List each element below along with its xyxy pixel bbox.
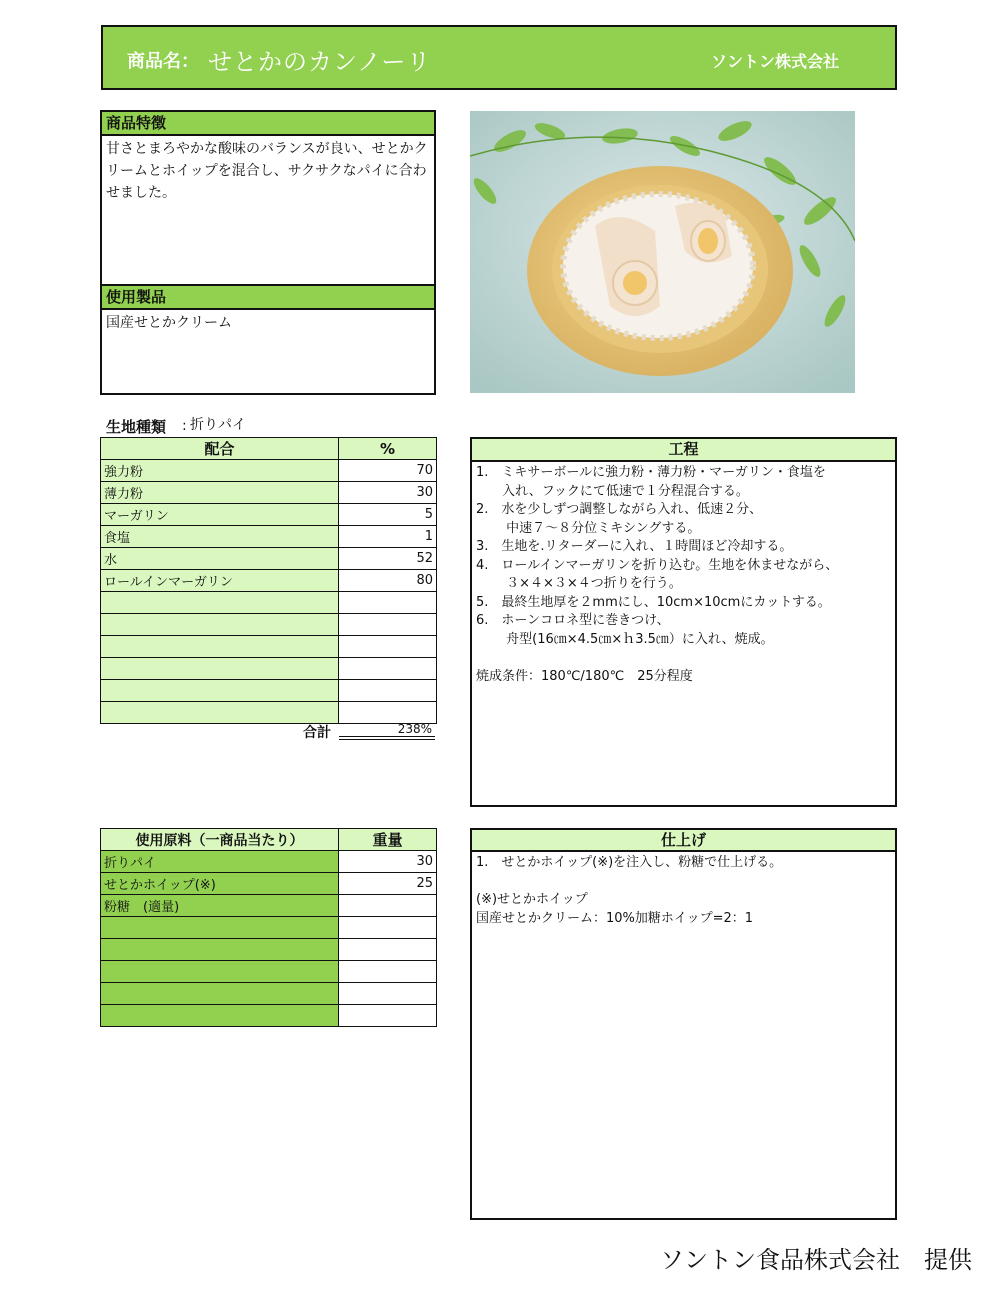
formula-ingredient: 薄力粉 [101, 482, 339, 504]
product-name: せとかのカンノーリ [208, 48, 432, 76]
product-name-label: 商品名： [127, 51, 199, 72]
ingredient-name [101, 917, 339, 939]
ingredient-row [101, 939, 437, 961]
process-step-line: 1. ミキサーボールに強力粉・薄力粉・マーガリン・食塩を [476, 465, 826, 480]
ingredients-col-weight: 重量 [339, 829, 437, 851]
formula-ingredient [101, 658, 339, 680]
ingredient-row [101, 917, 437, 939]
dough-type-label: 生地種類 [106, 418, 167, 436]
formula-ingredient [101, 614, 339, 636]
formula-percent: 80 [339, 570, 437, 592]
formula-percent: 52 [339, 548, 437, 570]
product-photo [470, 111, 855, 393]
ingredient-row [101, 851, 437, 873]
ingredients-table [100, 828, 437, 1027]
ingredient-name [101, 1005, 339, 1027]
ingredient-weight [339, 961, 437, 983]
footer-credit: ソントン食品株式会社 提供 [660, 1246, 972, 1274]
formula-percent: 5 [339, 504, 437, 526]
products-title: 使用製品 [102, 286, 434, 310]
ingredient-weight [339, 939, 437, 961]
formula-ingredient: ロールインマーガリン [101, 570, 339, 592]
ingredient-row [101, 961, 437, 983]
formula-row [101, 592, 437, 614]
formula-row [101, 548, 437, 570]
ingredient-weight [339, 1005, 437, 1027]
formula-row [101, 570, 437, 592]
ingredient-weight [339, 917, 437, 939]
process-step-line: 3. 生地を.リターダーに入れ、１時間ほど冷却する。 [476, 539, 793, 554]
products-panel [100, 284, 436, 395]
process-steps [472, 462, 895, 688]
formula-percent: 1 [339, 526, 437, 548]
formula-ingredient: 強力粉 [101, 460, 339, 482]
formula-row [101, 680, 437, 702]
ingredient-row [101, 873, 437, 895]
formula-percent [339, 592, 437, 614]
ingredient-name [101, 961, 339, 983]
formula-col-name: 配合 [101, 438, 339, 460]
formula-percent: 70 [339, 460, 437, 482]
finishing-line: 1. せとかホイップ(※)を注入し、粉糖で仕上げる。 [476, 855, 783, 870]
dough-type-colon: : [182, 418, 187, 434]
ingredient-weight [339, 895, 437, 917]
formula-table [100, 437, 437, 724]
formula-percent [339, 702, 437, 724]
ingredient-row [101, 1005, 437, 1027]
formula-row [101, 482, 437, 504]
ingredients-col-name: 使用原料（一商品当たり） [101, 829, 339, 851]
features-text: 甘さとまろやかな酸味のバランスが良い、せとかクリームとホイップを混合し、サクサクなパイに合わせました。 [106, 141, 428, 201]
product-header [101, 25, 897, 90]
ingredient-row [101, 895, 437, 917]
formula-col-pct: % [339, 438, 437, 460]
formula-percent [339, 680, 437, 702]
process-step-line: 中速７～８分位ミキシングする。 [476, 520, 701, 536]
formula-percent [339, 614, 437, 636]
process-step-line: 舟型(16㎝×4.5㎝×ｈ3.5㎝）に入れ、焼成。 [476, 631, 774, 647]
finishing-panel [470, 828, 897, 1220]
formula-row [101, 702, 437, 724]
ingredient-name: 折りパイ [101, 851, 339, 873]
formula-row [101, 460, 437, 482]
finishing-line: 国産せとかクリーム：10%加糖ホイップ=2：1 [476, 910, 754, 926]
process-step-line: 6. ホーンコロネ型に巻きつけ、 [476, 613, 670, 628]
formula-total-label: 合計 [303, 725, 331, 741]
process-step-line: ３×４×３×４つ折りを行う。 [476, 576, 682, 591]
formula-ingredient [101, 592, 339, 614]
formula-percent: 30 [339, 482, 437, 504]
process-step-line: 5. 最終生地厚を２mmにし、10cm×10cmにカットする。 [476, 594, 831, 610]
ingredient-row [101, 983, 437, 1005]
ingredient-name [101, 983, 339, 1005]
process-panel [470, 437, 897, 807]
formula-row [101, 504, 437, 526]
finishing-line: (※)せとかホイップ [476, 892, 588, 907]
process-step-line: 入れ、フックにて低速で１分程混合する。 [476, 483, 749, 499]
features-panel [100, 110, 436, 286]
formula-percent [339, 636, 437, 658]
products-text: 国産せとかクリーム [106, 315, 232, 331]
finishing-title: 仕上げ [472, 830, 895, 852]
ingredient-weight: 30 [339, 851, 437, 873]
finishing-line [476, 873, 891, 892]
cannoli-photo-illustration [470, 111, 855, 393]
features-title: 商品特徴 [102, 112, 434, 136]
ingredient-weight: 25 [339, 873, 437, 895]
ingredient-name: せとかホイップ(※) [101, 873, 339, 895]
formula-percent [339, 658, 437, 680]
ingredient-weight [339, 983, 437, 1005]
formula-row [101, 526, 437, 548]
formula-ingredient: マーガリン [101, 504, 339, 526]
finishing-text [472, 852, 895, 930]
ingredient-name [101, 939, 339, 961]
formula-ingredient: 水 [101, 548, 339, 570]
company-name: ソントン株式会社 [711, 52, 840, 71]
formula-ingredient [101, 636, 339, 658]
process-step-line: 4. ロールインマーガリンを折り込む。生地を休ませながら、 [476, 557, 839, 573]
formula-row [101, 614, 437, 636]
formula-row [101, 636, 437, 658]
dough-type-value: 折りパイ [190, 417, 246, 433]
process-step-line [476, 649, 891, 668]
process-title: 工程 [472, 439, 895, 462]
process-step-line: 焼成条件：180℃/180℃ 25分程度 [476, 668, 693, 684]
formula-ingredient [101, 702, 339, 724]
ingredient-name: 粉糖 (適量) [101, 895, 339, 917]
formula-ingredient: 食塩 [101, 526, 339, 548]
formula-ingredient [101, 680, 339, 702]
process-step-line: 2. 水を少しずつ調整しながら入れ、低速２分、 [476, 502, 763, 517]
formula-row [101, 658, 437, 680]
formula-total-value: 238% [339, 722, 435, 740]
